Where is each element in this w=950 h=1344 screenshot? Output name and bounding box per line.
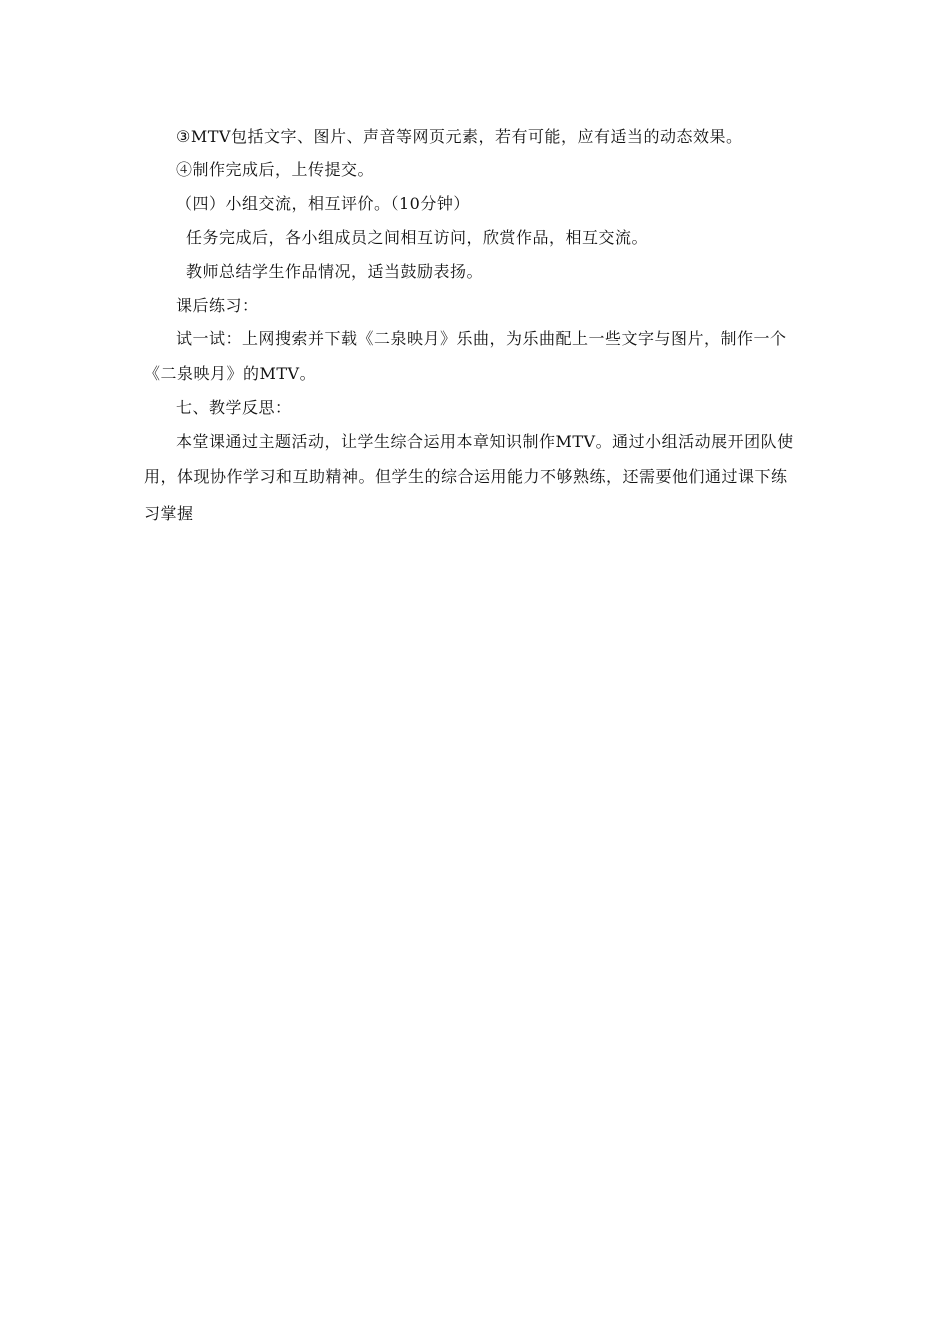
paragraph-line-11: 用，体现协作学习和互助精神。但学生的综合运用能力不够熟练，还需要他们通过课下练 <box>144 467 788 486</box>
section-heading-homework: 课后练习： <box>176 296 259 315</box>
paragraph-line-2: ④制作完成后，上传提交。 <box>176 160 375 179</box>
paragraph-line-5: 教师总结学生作品情况，适当鼓励表扬。 <box>186 262 484 281</box>
paragraph-line-12: 习掌握 <box>144 504 194 523</box>
paragraph-line-1: ③MTV包括文字、图片、声音等网页元素，若有可能，应有适当的动态效果。 <box>176 127 743 146</box>
paragraph-line-8: 《二泉映月》的MTV。 <box>144 364 317 383</box>
section-heading-group-exchange: （四）小组交流，相互评价。（10分钟） <box>176 194 470 213</box>
paragraph-line-7: 试一试：上网搜索并下载《二泉映月》乐曲，为乐曲配上一些文字与图片，制作一个 <box>176 329 787 348</box>
paragraph-line-10: 本堂课通过主题活动，让学生综合运用本章知识制作MTV。通过小组活动展开团队使 <box>176 432 794 451</box>
paragraph-line-4: 任务完成后，各小组成员之间相互访问，欣赏作品，相互交流。 <box>186 228 649 247</box>
section-heading-reflection: 七、教学反思： <box>176 398 292 417</box>
